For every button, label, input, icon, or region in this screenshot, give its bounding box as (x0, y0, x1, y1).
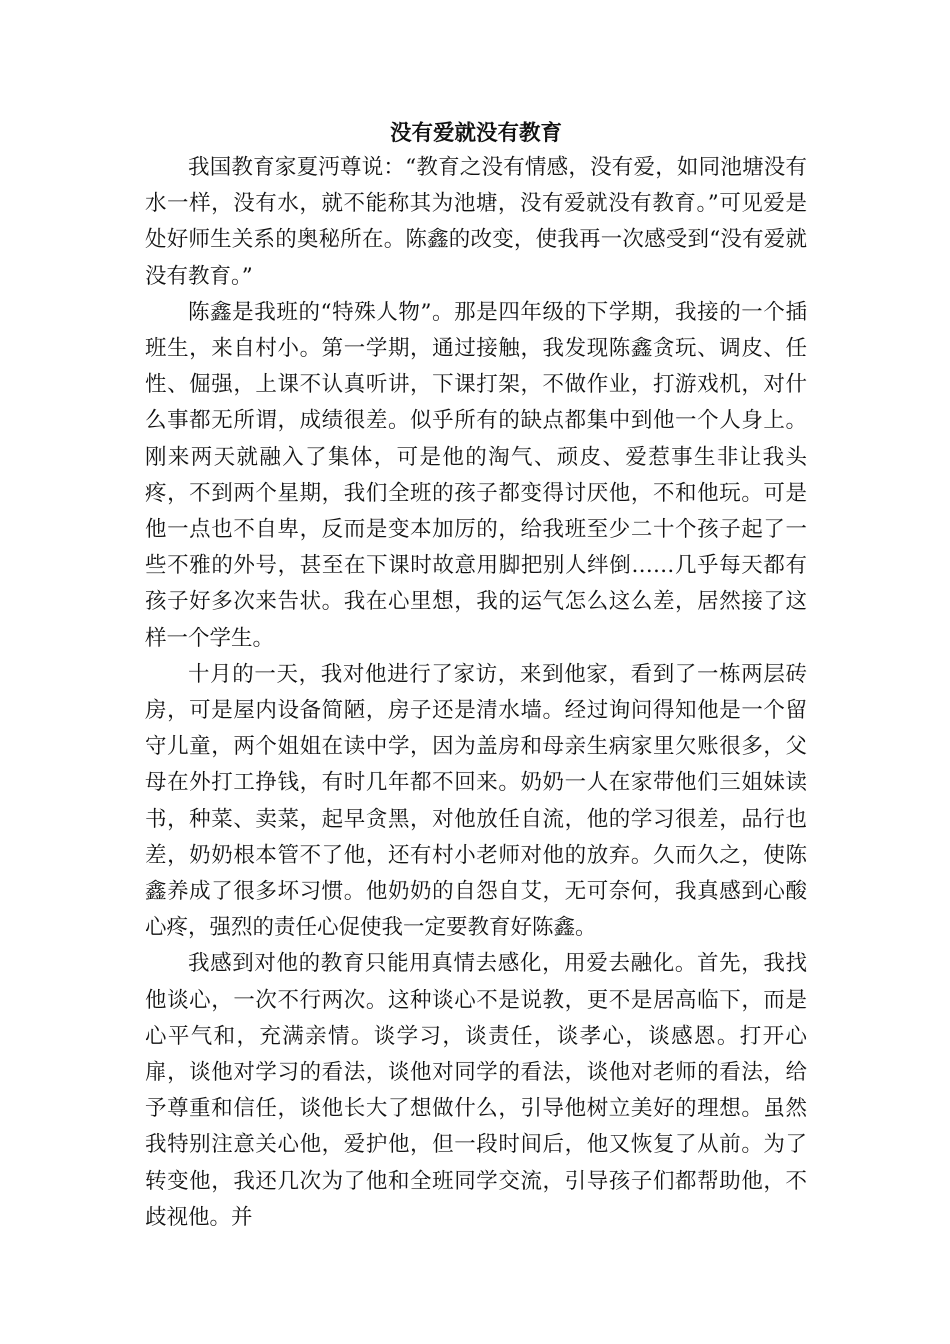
paragraph-3: 十月的一天，我对他进行了家访，来到他家，看到了一栋两层砖房，可是屋内设备简陋，房子还是清水墙。经过询问得知他是一个留守儿童，两个姐姐在读中学，因为盖房和母亲生病家里欠账很多，父母在外打工挣钱，有时几年都不回来。奶奶一人在家带他们三姐妹读书，种菜、卖菜，起早贪黑，对他放任自流，他的学习很差，品行也差，奶奶根本管不了他，还有村小老师对他的放弃。久而久之，使陈鑫养成了很多坏习惯。他奶奶的自怨自艾，无可奈何，我真感到心酸心疼，强烈的责任心促使我一定要教育好陈鑫。 (145, 661, 807, 941)
document-title: 没有爱就没有教育 (389, 121, 562, 146)
paragraph-1: 我国教育家夏沔尊说：“教育之没有情感，没有爱，如同池塘没有水一样，没有水，就不能称其为池塘，没有爱就没有教育。”可见爱是处好师生关系的奥秘所在。陈鑫的改变，使我再一次感受到“没有爱就没有教育。” (145, 155, 807, 289)
paragraph-2: 陈鑫是我班的“特殊人物”。那是四年级的下学期，我接的一个插班生，来自村小。第一学期，通过接触，我发现陈鑫贪玩、调皮、任性、倔强，上课不认真听讲，下课打架，不做作业，打游戏机，对什么事都无所谓，成绩很差。似乎所有的缺点都集中到他一个人身上。刚来两天就融入了集体，可是他的淘气、顽皮、爱惹事生非让我头疼，不到两个星期，我们全班的孩子都变得讨厌他，不和他玩。可是他一点也不自卑，反而是变本加厉的，给我班至少二十个孩子起了一些不雅的外号，甚至在下课时故意用脚把别人绊倒……几乎每天都有孩子好多次来告状。我在心里想，我的运气怎么这么差，居然接了这样一个学生。 (145, 299, 807, 651)
paragraph-4: 我感到对他的教育只能用真情去感化，用爱去融化。首先，我找他谈心，一次不行两次。这种谈心不是说教，更不是居高临下，而是心平气和，充满亲情。谈学习，谈责任，谈孝心，谈感恩。打开心扉，谈他对学习的看法，谈他对同学的看法，谈他对老师的看法，给予尊重和信任，谈他长大了想做什么，引导他树立美好的理想。虽然我特别注意关心他，爱护他，但一段时间后，他又恢复了从前。为了转变他，我还几次为了他和全班同学交流，引导孩子们都帮助他，不歧视他。并 (145, 951, 807, 1230)
document-body (145, 118, 807, 1236)
